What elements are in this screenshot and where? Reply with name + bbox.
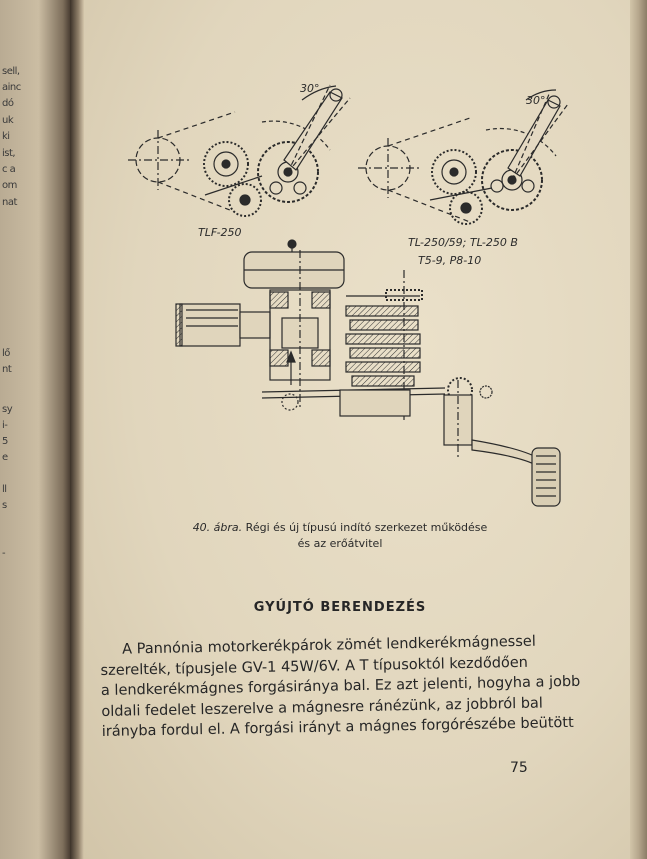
left-fragment: dó [2,98,14,109]
body-line: irányba fordul el. A forgási irányt a mágnes forgórészébe beütött [101,714,574,740]
starter-mechanism-old [128,85,350,216]
left-fragment: sy [2,404,13,415]
page-number: 75 [510,760,528,776]
figure-label-tlf250: TLF-250 [198,226,242,239]
left-fragment: i- [2,420,8,431]
left-fragment: 5 [2,436,8,447]
left-fragment: lő [2,348,10,359]
angle-label-new: 30° [526,94,546,107]
angle-label-old: 30° [300,82,320,95]
body-paragraph [100,631,581,742]
starter-mechanism-new [358,90,568,224]
caption-text: Régi és új típusú indító szerkezet működése [245,521,488,534]
left-fragment: c a [2,164,16,175]
drivetrain-section [176,240,560,506]
section-heading: GYÚJTÓ BERENDEZÉS [253,600,427,615]
left-fragment: - [2,548,6,559]
body-line: oldali fedelet leszerelve a mágnesre ránézünk, az jobbról bal [101,695,544,720]
left-fragment: om [2,180,17,191]
left-fragment: nt [2,364,12,375]
figure-label-t59: T5-9, P8-10 [418,254,482,267]
caption-line-2: és az erőátvitel [297,537,383,550]
left-fragment: nat [2,197,17,208]
left-fragment: ki [2,131,10,142]
body-line: szerelték, típusjele GV-1 45W/6V. A T típusoktól kezdődően [100,654,529,679]
body-line: A Pannónia motorkerékpárok zömét lendkerékmágnessel [122,633,536,658]
figure-label-tl250: TL-250/59; TL-250 B [408,236,518,249]
figure-caption [160,520,520,552]
left-fragment: ll [2,484,7,495]
left-fragment: s [2,500,7,511]
left-fragment: ist, [2,148,16,159]
caption-number: 40. ábra. [192,521,243,534]
left-fragment: sell, [2,66,20,77]
left-fragment: uk [2,115,14,126]
left-fragment: e [2,452,8,463]
body-line: a lendkerékmágnes forgásiránya bal. Ez azt jelenti, hogyha a jobb [100,673,581,699]
caption-line-1 [160,520,520,536]
left-fragment: ainc [2,82,21,93]
